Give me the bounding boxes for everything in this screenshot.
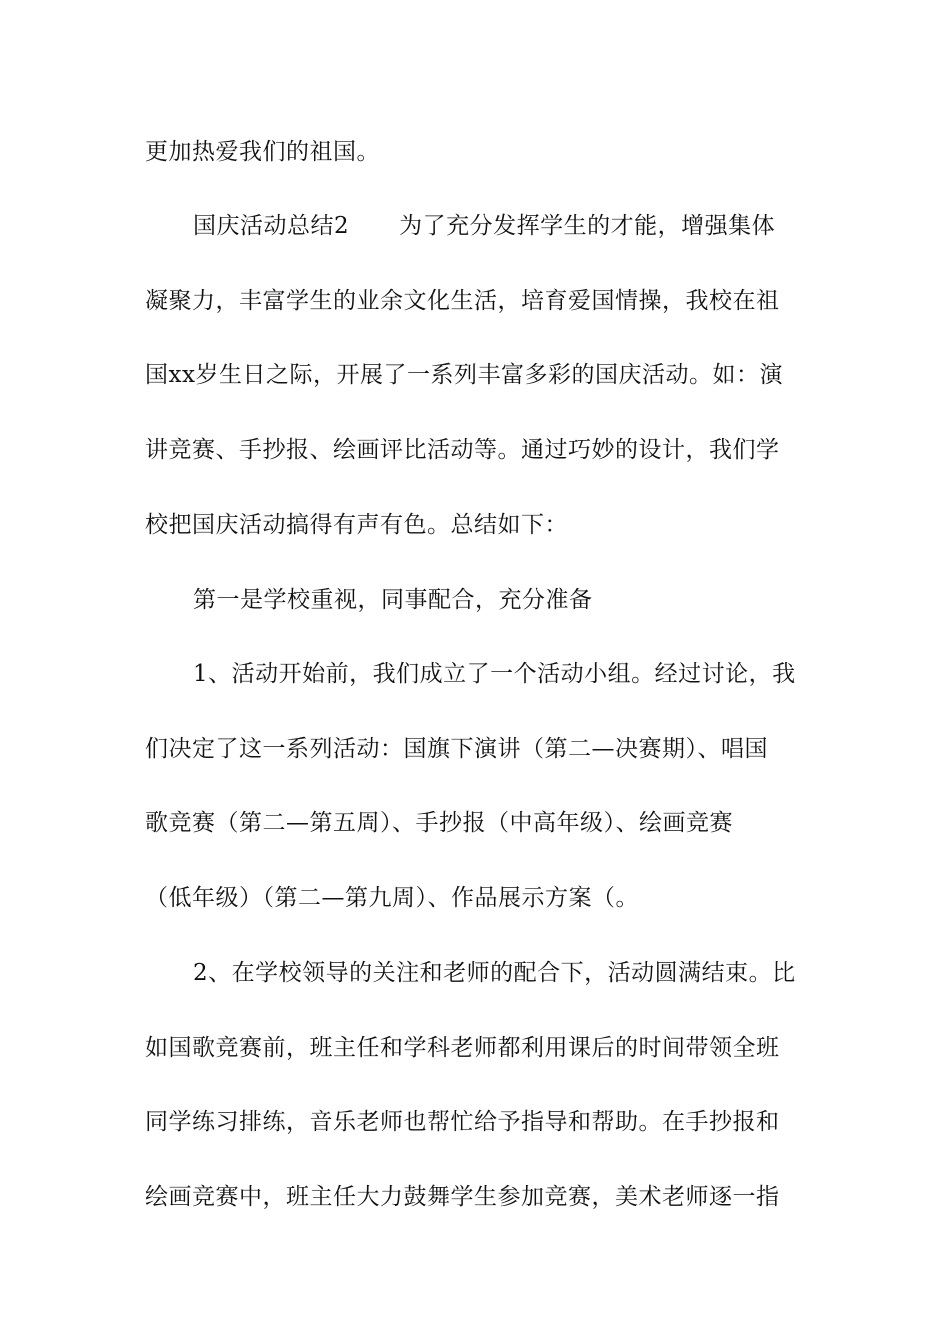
text-line: 国xx岁生日之际，开展了一系列丰富多彩的国庆活动。如：演 — [145, 362, 783, 388]
text-line: 讲竞赛、手抄报、绘画评比活动等。通过巧妙的设计，我们学 — [145, 437, 780, 463]
text-line: 凝聚力，丰富学生的业余文化生活，培育爱国情操，我校在祖 — [145, 288, 780, 314]
text-line: 更加热爱我们的祖国。 — [145, 139, 380, 165]
text-line: 歌竞赛（第二—第五周）、手抄报（中高年级）、绘画竞赛 — [145, 810, 733, 836]
section-intro-text: 为了充分发挥学生的才能，增强集体 — [399, 213, 776, 239]
section-heading-line — [193, 206, 883, 246]
text-line: 们决定了这一系列活动：国旗下演讲（第二—决赛期）、唱国 — [145, 736, 768, 762]
subheading-line: 第一是学校重视，同事配合，充分准备 — [193, 587, 593, 613]
text-line: 1、活动开始前，我们成立了一个活动小组。经过讨论，我 — [193, 661, 796, 687]
text-line: 同学练习排练，音乐老师也帮忙给予指导和帮助。在手抄报和 — [145, 1109, 780, 1135]
text-line: 校把国庆活动搞得有声有色。总结如下： — [145, 512, 568, 538]
section-title: 国庆活动总结2 — [193, 213, 350, 239]
text-line: 绘画竞赛中，班主任大力鼓舞学生参加竞赛，美术老师逐一指 — [145, 1184, 780, 1210]
text-line: 2、在学校领导的关注和老师的配合下，活动圆满结束。比 — [193, 960, 796, 986]
text-line: 如国歌竞赛前，班主任和学科老师都利用课后的时间带领全班 — [145, 1035, 780, 1061]
text-line: （低年级）（第二—第九周）、作品展示方案（。 — [145, 885, 639, 911]
